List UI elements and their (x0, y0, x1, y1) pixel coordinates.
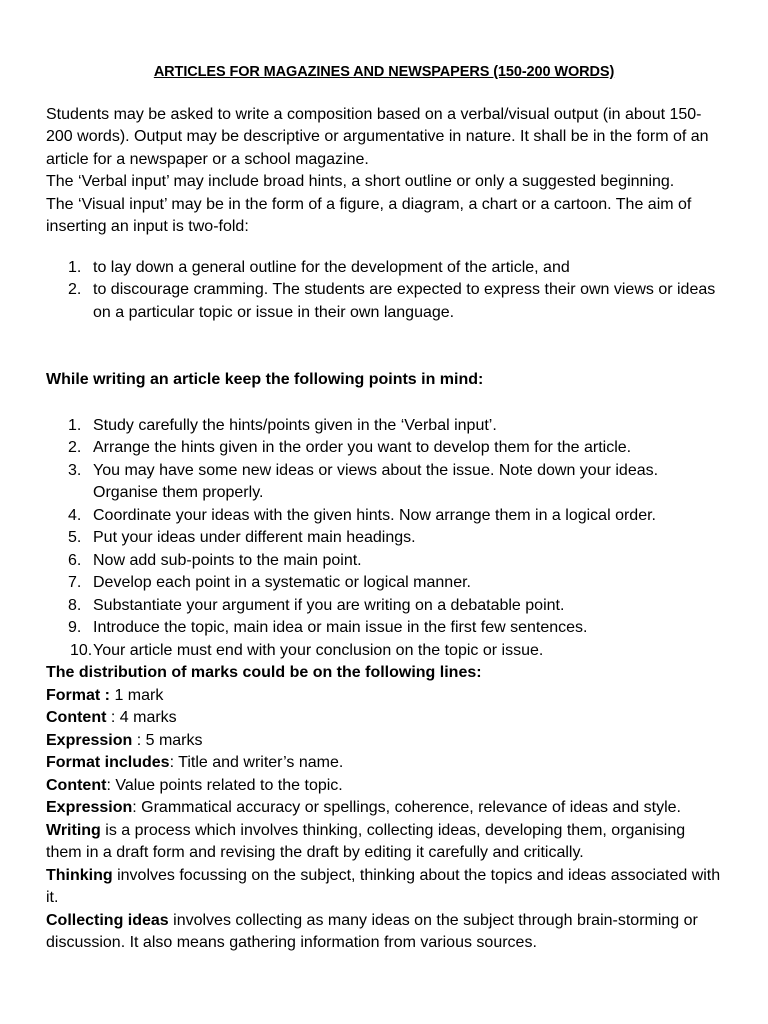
list-number: 10. (70, 641, 93, 659)
list-item-text: to lay down a general outline for the development of the article, and (93, 258, 570, 276)
definition-line (46, 775, 722, 798)
marks-format-label: Format : (46, 686, 110, 704)
list-item (46, 415, 722, 438)
list-item-text: Your article must end with your conclusion on the topic or issue. (93, 641, 544, 659)
marks-expression-line (46, 730, 722, 753)
list-item (46, 550, 722, 573)
marks-content-label: Content (46, 709, 107, 726)
definition-line (46, 752, 722, 775)
list-number: 9. (68, 619, 82, 636)
intro-paragraph-2: The ‘Verbal input’ may include broad hints, a short outline or only a suggested beginning. (46, 173, 675, 190)
list-item (46, 640, 722, 663)
marks-section (46, 662, 722, 752)
definition-term: Thinking (46, 866, 113, 884)
definition-text: involves focussing on the subject, thinking about the topics and ideas associated with it. (46, 866, 721, 906)
list-item (46, 527, 722, 550)
definition-term: Writing (46, 821, 101, 839)
marks-heading-text: The distribution of marks could be on the following lines: (46, 664, 482, 681)
points-list (46, 415, 722, 663)
marks-content-line (46, 707, 722, 730)
list-item (46, 617, 722, 640)
list-item (46, 572, 722, 595)
definition-text: involves collecting as many ideas on the subject through brain-storming or discussion. It also means gathering information from various sources. (46, 911, 698, 951)
list-item (46, 595, 722, 618)
list-item-text: Substantiate your argument if you are writing on a debatable point. (93, 596, 565, 614)
marks-format-line (46, 685, 722, 708)
marks-format-value: 1 mark (110, 686, 164, 704)
definition-line (46, 820, 722, 865)
definition-term: Format includes (46, 754, 170, 771)
definition-text: is a process which involves thinking, collecting ideas, developing them, organising them in a draft form and revising the draft by editing it carefully and critically. (46, 821, 686, 861)
list-item (46, 257, 722, 280)
list-item-text: Now add sub-points to the main point. (93, 551, 362, 569)
marks-heading (46, 662, 722, 685)
marks-expression-label: Expression (46, 731, 133, 749)
aims-list (46, 257, 722, 325)
definitions-section (46, 752, 722, 955)
definition-text: : Title and writer’s name. (169, 754, 344, 771)
list-number: 2. (68, 281, 82, 298)
definition-term: Content (46, 776, 107, 794)
definition-term: Collecting ideas (46, 911, 169, 929)
definition-text: : Grammatical accuracy or spellings, coherence, relevance of ideas and style. (132, 799, 681, 816)
definition-line (46, 865, 722, 910)
definition-term: Expression (46, 799, 133, 816)
list-number: 3. (68, 461, 82, 479)
document-title: ARTICLES FOR MAGAZINES AND NEWSPAPERS (150-200 WORDS) (153, 64, 615, 80)
marks-expression-value: : 5 marks (132, 731, 203, 749)
marks-content-value: : 4 marks (106, 709, 177, 726)
list-number: 2. (68, 439, 82, 456)
list-item-text: You may have some new ideas or views about the issue. Note down your ideas. Organise them properly. (93, 461, 659, 501)
list-number: 8. (68, 596, 82, 614)
definition-line (46, 797, 722, 820)
definition-line (46, 910, 722, 955)
intro-section (46, 104, 722, 239)
list-item-text: Arrange the hints given in the order you want to develop them for the article. (93, 439, 632, 456)
list-item-text: Introduce the topic, main idea or main issue in the first few sentences. (93, 619, 588, 636)
list-item-text: Study carefully the hints/points given in the ‘Verbal input’. (93, 416, 497, 434)
list-item (46, 460, 722, 505)
definition-text: : Value points related to the topic. (106, 776, 343, 794)
list-item (46, 437, 722, 460)
list-item (46, 279, 722, 324)
intro-paragraph-1: Students may be asked to write a composition based on a verbal/visual output (in about 150-200 words). Output may be descriptive or argumentative in nature. It shall be in the form of an article for a newspaper or a school magazine. (46, 105, 709, 168)
list-number: 6. (68, 551, 82, 569)
list-item (46, 505, 722, 528)
list-number: 1. (68, 416, 82, 434)
list-number: 4. (68, 506, 82, 524)
list-number: 5. (68, 529, 82, 546)
document-page (46, 61, 722, 955)
list-number: 1. (68, 258, 82, 276)
list-item-text: Develop each point in a systematic or logical manner. (93, 574, 471, 591)
list-number: 7. (68, 574, 82, 591)
points-heading: While writing an article keep the following points in mind: (46, 371, 484, 388)
list-item-text: Coordinate your ideas with the given hints. Now arrange them in a logical order. (93, 506, 656, 524)
intro-paragraph-3: The ‘Visual input’ may be in the form of a figure, a diagram, a chart or a cartoon. The aim of inserting an input is two-fold: (46, 195, 692, 235)
list-item-text: Put your ideas under different main headings. (93, 529, 416, 546)
list-item-text: to discourage cramming. The students are expected to express their own views or ideas on a particular topic or issue in their own language. (93, 281, 716, 321)
